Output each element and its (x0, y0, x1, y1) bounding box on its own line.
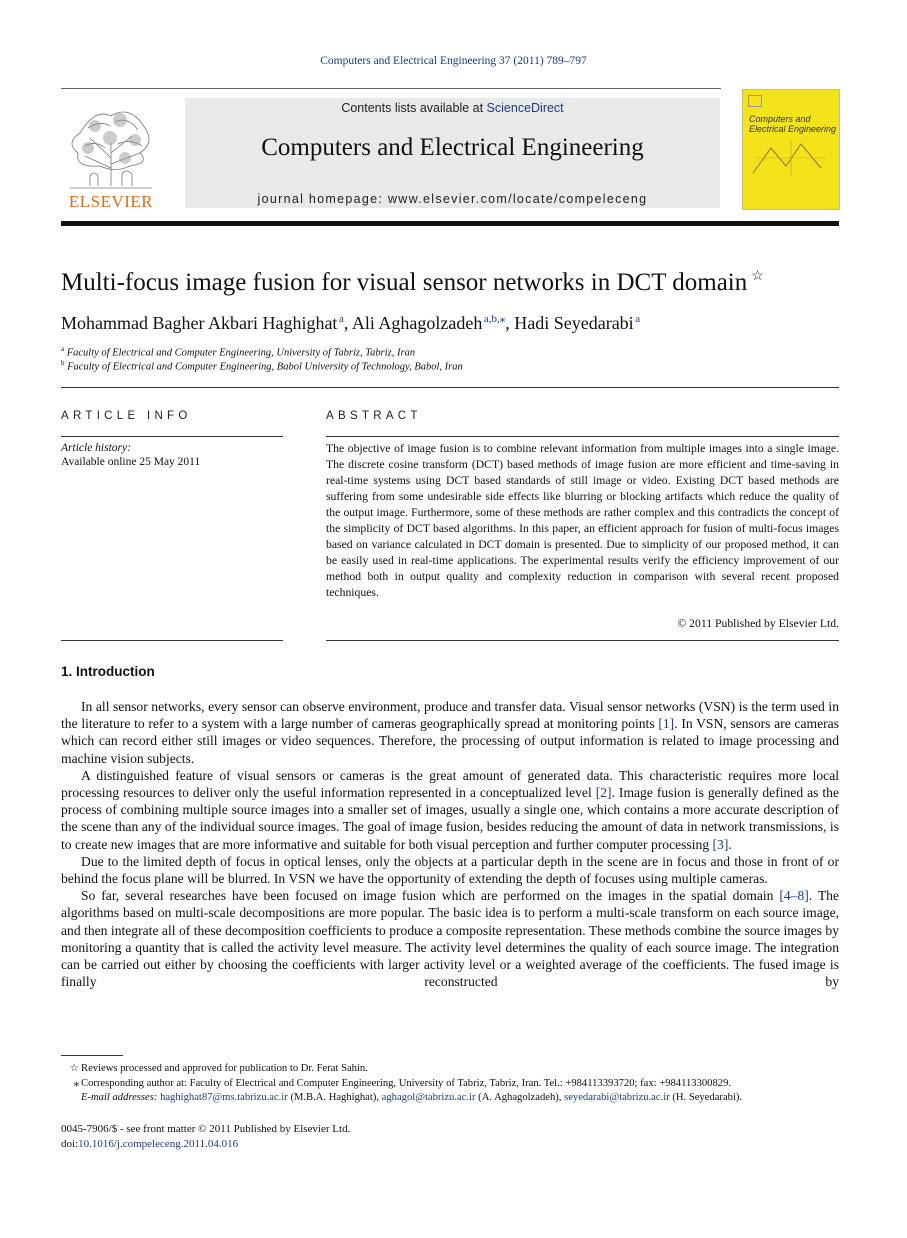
text-run: A distinguished feature of visual sensors or cameras is the great amount of generated data. This characteristic requires more local processing resources to deliver only the useful information represented in a conceptualized level (61, 767, 839, 801)
journal-header-box (185, 98, 720, 208)
text-run: . Image fusion is generally defined as the process of combining multiple source images into a smaller set of images, usually a single one, which contains a more accurate description of the scene than any of the individual source images. The goal of image fusion, besides reducing the amount of data in network transmissions, is to create new images that are more informative and suitable for both visual perception and further computer processing (61, 785, 840, 852)
author-name: Mohammad Bagher Akbari Haghighat (61, 313, 338, 333)
journal-homepage[interactable]: journal homepage: www.elsevier.com/locate/compeleceng (257, 192, 648, 206)
cover-title: Computers and Electrical Engineering (749, 114, 837, 134)
article-title-text: Multi-focus image fusion for visual sensor networks in DCT domain (61, 269, 748, 296)
sciencedirect-link[interactable]: ScienceDirect (486, 101, 564, 115)
email-label: E-mail addresses: (81, 1092, 161, 1103)
footnote-mark: ☆ (69, 1063, 79, 1074)
text-run: In all sensor networks, every sensor can observe environment, produce and transfer data. Visual sensor networks (VSN) is the term used in the literature to refer to a system with a large number of cameras geographically spread at monitoring points (61, 699, 839, 732)
paragraph (61, 698, 839, 767)
author-affil-mark[interactable]: a,b,⁎ (483, 313, 506, 325)
affil-text: Faculty of Electrical and Computer Engineering, University of Tabriz, Tabriz, Iran (66, 347, 416, 359)
author-sep: , (343, 313, 352, 333)
article-history-value: Available online 25 May 2011 (61, 456, 201, 468)
footnote-emails (81, 1092, 742, 1103)
paragraph: Due to the limited depth of focus in optical lenses, only the objects at a particular depth in the scene are in focus and those in front of or behind the focus plane will be blurred. In VSN we have the opportunity of extending the depth of focuses using multiple cameras. (61, 853, 839, 887)
header-thick-rule (61, 221, 839, 226)
affil-text: Faculty of Electrical and Computer Engineering, Babol University of Technology, Babol, Iran (67, 361, 463, 373)
email-link[interactable]: haghighat87@ms.tabrizu.ac.ir (160, 1092, 288, 1103)
author-name: Ali Aghagolzadeh (351, 313, 483, 333)
footnote-mark: ⁎ (73, 1078, 79, 1089)
footnote-review (61, 1062, 368, 1074)
journal-reference[interactable]: Computers and Electrical Engineering 37 (2011) 789–797 (320, 55, 587, 67)
doi-line (61, 1138, 238, 1150)
abstract-heading: ABSTRACT (326, 410, 422, 422)
title-footnote-star[interactable]: ☆ (751, 269, 764, 284)
citation-link[interactable]: [2] (595, 785, 612, 801)
doi-prefix: doi: (61, 1138, 79, 1150)
abstract-top-rule (326, 436, 839, 437)
doi-link[interactable]: 10.1016/j.compeleceng.2011.04.016 (78, 1138, 239, 1150)
journal-name: Computers and Electrical Engineering (261, 134, 644, 161)
footnote-text: Corresponding author at: Faculty of Electrical and Computer Engineering, University of Tabriz, Tabriz, Iran. Tel.: +984113393720; fax: +984113300829. (81, 1078, 732, 1089)
article-info-heading: ARTICLE INFO (61, 410, 192, 422)
text-run: So far, several researches have been focused on image fusion which are performed on the images in the spatial domain (81, 888, 780, 904)
citation-link[interactable]: [4–8] (779, 888, 809, 904)
article-info-bottom-rule (61, 640, 283, 641)
author-affil-mark[interactable]: a (635, 313, 641, 325)
article-title (61, 268, 764, 297)
header-top-rule (61, 88, 721, 89)
affil-mark: a (61, 345, 65, 353)
email-link[interactable]: seyedarabi@tabrizu.ac.ir (564, 1092, 670, 1103)
author-sep: , (505, 313, 515, 333)
contents-prefix: Contents lists available at (341, 101, 487, 115)
cover-publisher-icon (748, 95, 762, 107)
affiliation-rule (61, 387, 839, 388)
abstract-text: The objective of image fusion is to combine relevant information from multiple images into a single image. The discrete cosine transform (DCT) based methods of image fusion are more efficient and time-saving in real-time systems using DCT based standards of still image or video. Existing DCT based methods are suffering from some undesirable side effects like blurring or blocking artifacts which reduce the quality of the output image. Furthermore, some of these methods are rather complex and this contradicts the concept of the simplicity of DCT based algorithms. In this paper, an efficient approach for fusion of multi-focus images based on variance calculated in DCT domain is presented. Due to simplicity of our proposed method, it can be easily used in real-time applications. The experimental results verify the efficiency improvement of our method both in output quality and complexity reduction in comparison with several recent proposed techniques. (326, 442, 839, 599)
paragraph (61, 767, 839, 853)
abstract-bottom-rule (326, 640, 839, 641)
footnote-rule (61, 1055, 123, 1056)
introduction-body (61, 698, 839, 990)
article-info-top-rule (61, 436, 283, 437)
cover-graphic-icon (751, 138, 831, 178)
article-history-label: Article history: (61, 442, 131, 454)
journal-cover-thumbnail (742, 89, 840, 210)
paragraph (61, 887, 839, 990)
email-link[interactable]: aghagol@tabrizu.ac.ir (381, 1092, 476, 1103)
section-heading-introduction: 1. Introduction (61, 664, 155, 679)
footnote-corresponding (61, 1077, 731, 1089)
affiliation-a (61, 345, 415, 359)
citation-link[interactable]: [3] (712, 836, 729, 852)
affil-mark: b (61, 359, 65, 367)
text-run: . (728, 836, 732, 852)
footnote-text: Reviews processed and approved for publication to Dr. Ferat Sahin. (81, 1063, 368, 1074)
author-name: Hadi Seyedarabi (514, 313, 634, 333)
text-run: . The algorithms based on multi-scale decompositions are more popular. The basic idea is to perform a multi-scale transform on each source image, and then integrate all of these decomposition coefficients to produce a composite representation. These methods combine the source images by monitoring a quantity that is called the activity level measure. The activity level determines the quality of each source image. The integration can be carried out either by choosing the coefficients with larger activity level or a weighted average of the coefficients. The fused image is finally reconstructed by (61, 888, 839, 990)
affiliation-b (61, 359, 463, 373)
email-owner: (M.B.A. Haghighat), (287, 1092, 382, 1103)
citation-link[interactable]: [1] (658, 716, 675, 732)
text-run: . In VSN, sensors are cameras which can record either still images or video sequences. Therefore, the processing of output information is related to image processing and machine vision subjects. (61, 716, 839, 766)
email-owner: (A. Aghagolzadeh), (475, 1092, 565, 1103)
elsevier-wordmark: ELSEVIER (68, 192, 154, 211)
abstract-copyright: © 2011 Published by Elsevier Ltd. (677, 617, 839, 630)
email-owner: (H. Seyedarabi). (669, 1092, 743, 1103)
author-affil-mark[interactable]: a (338, 313, 344, 325)
contents-line (185, 101, 720, 115)
author-list (61, 312, 640, 334)
front-matter-line: 0045-7906/$ - see front matter © 2011 Published by Elsevier Ltd. (61, 1123, 351, 1135)
